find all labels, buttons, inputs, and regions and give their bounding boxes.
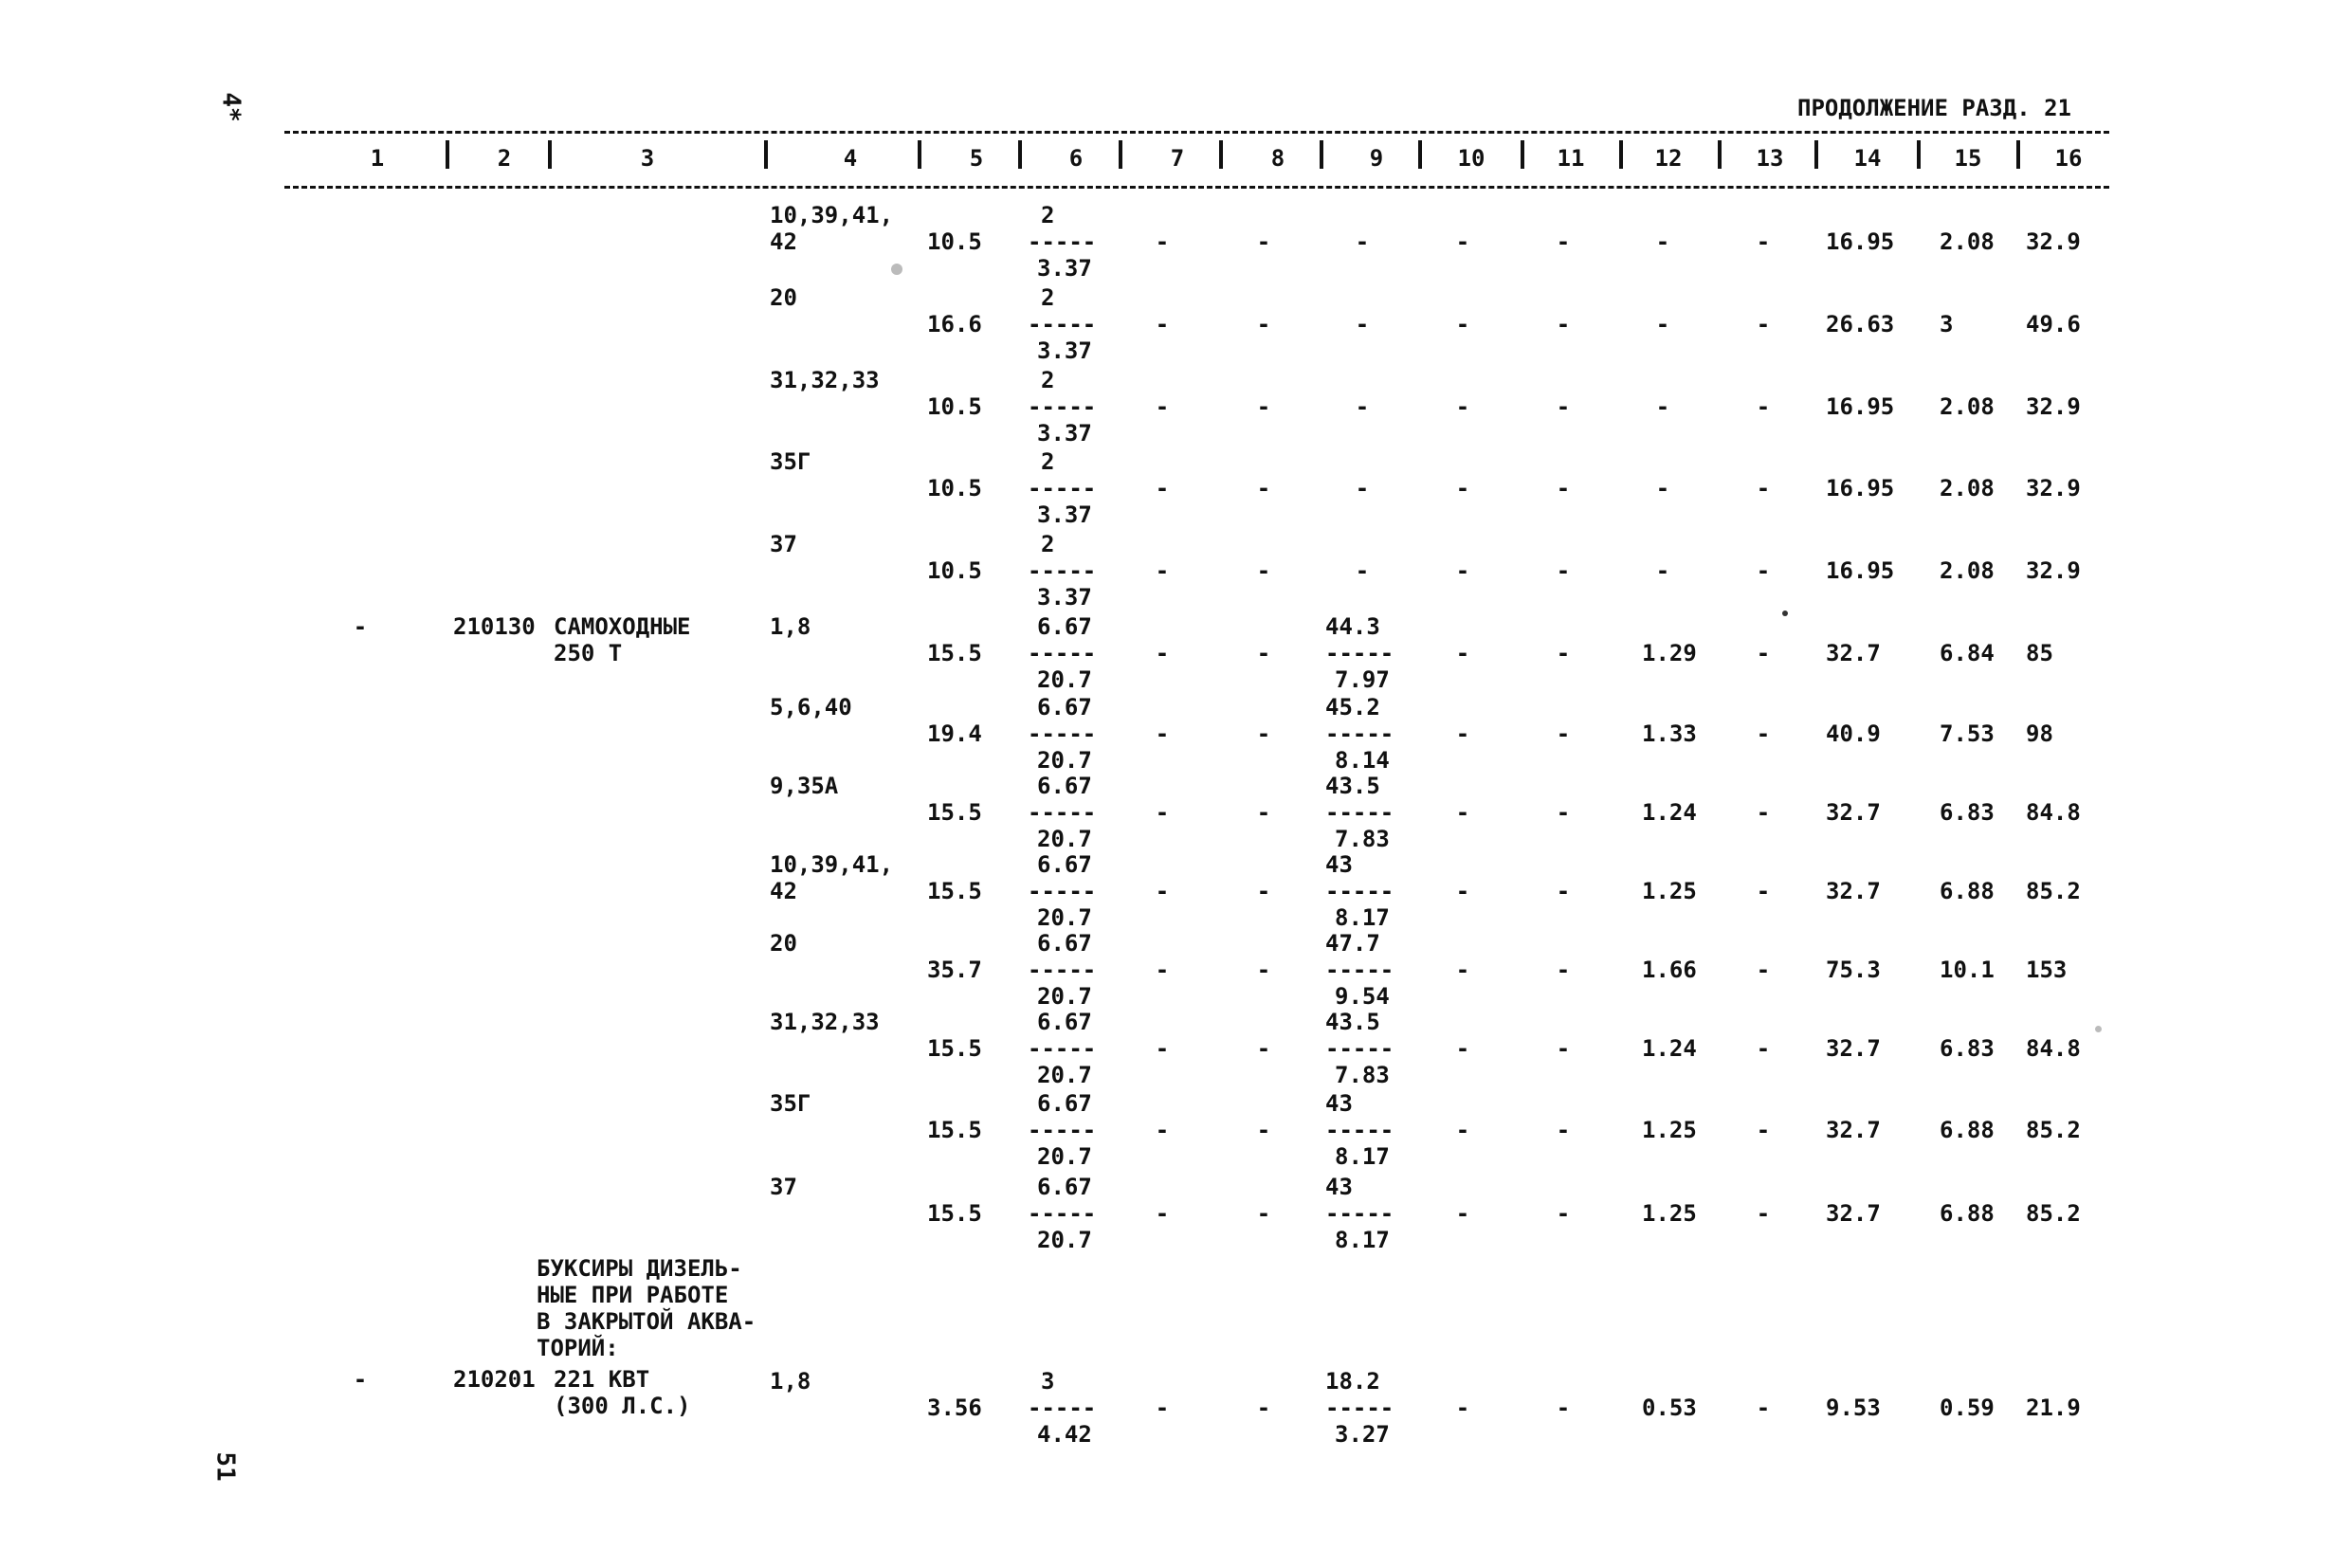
fraction-denominator: 8.17 xyxy=(1335,904,1390,931)
cell-c8: - xyxy=(1256,393,1271,420)
cell-c12: - xyxy=(1655,393,1670,420)
fraction-numerator: 6.67 xyxy=(1037,851,1092,878)
cell-col5: 10.5 xyxy=(927,475,982,501)
fraction-denominator: 3.37 xyxy=(1037,501,1092,528)
fraction-line: ----- xyxy=(1325,957,1394,983)
cell-c12: 1.66 xyxy=(1642,957,1697,983)
cell-c15: 6.88 xyxy=(1940,878,1995,904)
cell-c14: 32.7 xyxy=(1826,878,1881,904)
cell-c11: - xyxy=(1556,393,1571,420)
fraction-line: ----- xyxy=(1028,640,1097,666)
cell-c12: - xyxy=(1655,311,1670,337)
cell-c7: - xyxy=(1155,557,1170,584)
cell-c13: - xyxy=(1756,1200,1771,1227)
fraction-line: ----- xyxy=(1028,228,1097,255)
fraction-denominator: 20.7 xyxy=(1037,1062,1092,1088)
item-name: 250 Т xyxy=(554,640,623,666)
cell-c8: - xyxy=(1256,1035,1271,1062)
cell-c14: 9.53 xyxy=(1826,1395,1881,1421)
cell-c16: 153 xyxy=(2026,957,2068,983)
header-bottom-rule xyxy=(284,186,2109,189)
continuation-title: ПРОДОЛЖЕНИЕ РАЗД. 21 xyxy=(1797,95,2071,121)
cell-c7: - xyxy=(1155,878,1170,904)
cell-c11: - xyxy=(1556,640,1571,666)
cell-col4: 35Г xyxy=(770,448,811,475)
fraction-line: ----- xyxy=(1028,311,1097,337)
fraction-numerator: 43.5 xyxy=(1325,773,1380,799)
cell-c15: 10.1 xyxy=(1940,957,1995,983)
cell-col5: 10.5 xyxy=(927,557,982,584)
cell-c12: 1.29 xyxy=(1642,640,1697,666)
cell-c14: 16.95 xyxy=(1826,393,1895,420)
column-separator xyxy=(1119,140,1122,169)
cell-c8: - xyxy=(1256,640,1271,666)
cell-c13: - xyxy=(1756,475,1771,501)
cell-c14: 32.7 xyxy=(1826,1117,1881,1143)
cell-c7: - xyxy=(1155,1035,1170,1062)
column-header-12: 12 xyxy=(1654,145,1683,172)
cell-c7: - xyxy=(1155,311,1170,337)
cell-c16: 84.8 xyxy=(2026,799,2081,826)
fraction-line: ----- xyxy=(1028,557,1097,584)
cell-c13: - xyxy=(1756,957,1771,983)
cell-c12: 1.25 xyxy=(1642,1200,1697,1227)
fraction-line: ----- xyxy=(1028,1200,1097,1227)
cell-c8: - xyxy=(1256,557,1271,584)
fraction-denominator: 3.27 xyxy=(1335,1421,1390,1448)
page-marker-top: 4* xyxy=(216,92,246,122)
cell-col1: - xyxy=(353,1366,368,1393)
cell-col5: 15.5 xyxy=(927,1035,982,1062)
fraction-line: ----- xyxy=(1325,1200,1394,1227)
cell-c8: - xyxy=(1256,1117,1271,1143)
fraction-denominator: 8.14 xyxy=(1335,747,1390,774)
column-header-11: 11 xyxy=(1557,145,1585,172)
column-header-14: 14 xyxy=(1853,145,1882,172)
column-separator xyxy=(1418,140,1422,169)
cell-c16: 32.9 xyxy=(2026,557,2081,584)
cell-col4: 31,32,33 xyxy=(770,367,880,393)
column-separator xyxy=(1619,140,1623,169)
cell-c12: - xyxy=(1655,557,1670,584)
cell-c11: - xyxy=(1556,311,1571,337)
cell-c16: 98 xyxy=(2026,720,2053,747)
cell-c15: 2.08 xyxy=(1940,393,1995,420)
cell-c12: 1.24 xyxy=(1642,1035,1697,1062)
column-separator xyxy=(1521,140,1524,169)
scan-speck xyxy=(1782,611,1788,616)
cell-c15: 7.53 xyxy=(1940,720,1995,747)
fraction-numerator: 3 xyxy=(1041,1368,1055,1395)
cell-col5: 3.56 xyxy=(927,1395,982,1421)
cell-col5: 10.5 xyxy=(927,393,982,420)
cell-c16: 85.2 xyxy=(2026,878,2081,904)
cell-c10: - xyxy=(1455,1200,1470,1227)
cell-col4: 42 xyxy=(770,878,797,904)
cell-c9: - xyxy=(1355,475,1370,501)
cell-c7: - xyxy=(1155,1200,1170,1227)
cell-c8: - xyxy=(1256,799,1271,826)
cell-c9: - xyxy=(1355,393,1370,420)
cell-col4: 35Г xyxy=(770,1090,811,1117)
cell-c14: 26.63 xyxy=(1826,311,1895,337)
cell-col4: 10,39,41, xyxy=(770,202,894,228)
cell-col4: 37 xyxy=(770,1174,797,1200)
cell-c16: 85.2 xyxy=(2026,1117,2081,1143)
fraction-numerator: 43 xyxy=(1325,1174,1353,1200)
cell-c7: - xyxy=(1155,393,1170,420)
cell-col4: 20 xyxy=(770,930,797,957)
column-separator xyxy=(918,140,921,169)
cell-c11: - xyxy=(1556,957,1571,983)
cell-c10: - xyxy=(1455,720,1470,747)
cell-c8: - xyxy=(1256,228,1271,255)
fraction-denominator: 20.7 xyxy=(1037,1143,1092,1170)
cell-col5: 15.5 xyxy=(927,878,982,904)
cell-c10: - xyxy=(1455,475,1470,501)
cell-c10: - xyxy=(1455,393,1470,420)
cell-c15: 6.84 xyxy=(1940,640,1995,666)
cell-col4: 20 xyxy=(770,284,797,311)
fraction-line: ----- xyxy=(1325,1395,1394,1421)
cell-col5: 10.5 xyxy=(927,228,982,255)
cell-c16: 85 xyxy=(2026,640,2053,666)
cell-col5: 15.5 xyxy=(927,1117,982,1143)
cell-c15: 2.08 xyxy=(1940,557,1995,584)
fraction-denominator: 4.42 xyxy=(1037,1421,1092,1448)
column-header-15: 15 xyxy=(1954,145,1982,172)
cell-c15: 6.88 xyxy=(1940,1117,1995,1143)
fraction-numerator: 47.7 xyxy=(1325,930,1380,957)
cell-c9: - xyxy=(1355,557,1370,584)
fraction-line: ----- xyxy=(1325,878,1394,904)
fraction-numerator: 18.2 xyxy=(1325,1368,1380,1395)
cell-c10: - xyxy=(1455,957,1470,983)
column-header-16: 16 xyxy=(2054,145,2083,172)
fraction-numerator: 6.67 xyxy=(1037,1174,1092,1200)
cell-c13: - xyxy=(1756,640,1771,666)
column-header-13: 13 xyxy=(1756,145,1784,172)
cell-c16: 32.9 xyxy=(2026,393,2081,420)
cell-c11: - xyxy=(1556,878,1571,904)
cell-c10: - xyxy=(1455,640,1470,666)
fraction-denominator: 9.54 xyxy=(1335,983,1390,1010)
fraction-numerator: 43.5 xyxy=(1325,1009,1380,1035)
cell-c12: - xyxy=(1655,475,1670,501)
cell-c13: - xyxy=(1756,228,1771,255)
cell-c14: 32.7 xyxy=(1826,1035,1881,1062)
fraction-line: ----- xyxy=(1028,799,1097,826)
fraction-denominator: 8.17 xyxy=(1335,1143,1390,1170)
cell-c11: - xyxy=(1556,557,1571,584)
cell-c10: - xyxy=(1455,557,1470,584)
cell-c9: - xyxy=(1355,311,1370,337)
cell-col1: - xyxy=(353,613,368,640)
cell-c8: - xyxy=(1256,878,1271,904)
cell-c10: - xyxy=(1455,1395,1470,1421)
fraction-denominator: 3.37 xyxy=(1037,337,1092,364)
column-header-5: 5 xyxy=(969,145,984,172)
fraction-numerator: 2 xyxy=(1041,367,1055,393)
fraction-numerator: 43 xyxy=(1325,851,1353,878)
cell-c16: 85.2 xyxy=(2026,1200,2081,1227)
item-code: 210130 xyxy=(453,613,536,640)
fraction-denominator: 20.7 xyxy=(1037,1227,1092,1253)
cell-c7: - xyxy=(1155,640,1170,666)
cell-c16: 32.9 xyxy=(2026,475,2081,501)
cell-c8: - xyxy=(1256,475,1271,501)
section-heading: ТОРИЙ: xyxy=(537,1335,619,1361)
column-separator xyxy=(1917,140,1921,169)
column-header-1: 1 xyxy=(370,145,385,172)
fraction-line: ----- xyxy=(1325,720,1394,747)
cell-c7: - xyxy=(1155,228,1170,255)
cell-c11: - xyxy=(1556,475,1571,501)
fraction-denominator: 20.7 xyxy=(1037,747,1092,774)
cell-c9: - xyxy=(1355,228,1370,255)
fraction-numerator: 2 xyxy=(1041,448,1055,475)
fraction-line: ----- xyxy=(1325,1117,1394,1143)
column-header-4: 4 xyxy=(843,145,858,172)
cell-c7: - xyxy=(1155,1395,1170,1421)
cell-col4: 37 xyxy=(770,531,797,557)
cell-c7: - xyxy=(1155,720,1170,747)
fraction-numerator: 6.67 xyxy=(1037,1009,1092,1035)
fraction-numerator: 6.67 xyxy=(1037,930,1092,957)
fraction-line: ----- xyxy=(1028,957,1097,983)
cell-c13: - xyxy=(1756,1117,1771,1143)
cell-col4: 5,6,40 xyxy=(770,694,852,720)
cell-c16: 32.9 xyxy=(2026,228,2081,255)
cell-c14: 16.95 xyxy=(1826,228,1895,255)
cell-c14: 32.7 xyxy=(1826,640,1881,666)
cell-c12: 1.24 xyxy=(1642,799,1697,826)
fraction-numerator: 2 xyxy=(1041,531,1055,557)
cell-c13: - xyxy=(1756,1035,1771,1062)
cell-c15: 6.83 xyxy=(1940,1035,1995,1062)
fraction-denominator: 20.7 xyxy=(1037,983,1092,1010)
cell-c7: - xyxy=(1155,475,1170,501)
cell-col5: 15.5 xyxy=(927,799,982,826)
fraction-line: ----- xyxy=(1028,1035,1097,1062)
cell-col4: 1,8 xyxy=(770,1368,811,1395)
fraction-numerator: 6.67 xyxy=(1037,694,1092,720)
item-name: САМОХОДНЫЕ xyxy=(554,613,691,640)
column-separator xyxy=(1814,140,1818,169)
column-header-6: 6 xyxy=(1068,145,1084,172)
column-header-8: 8 xyxy=(1270,145,1285,172)
cell-c13: - xyxy=(1756,1395,1771,1421)
fraction-line: ----- xyxy=(1028,878,1097,904)
cell-c11: - xyxy=(1556,1117,1571,1143)
item-code: 210201 xyxy=(453,1366,536,1393)
fraction-numerator: 6.67 xyxy=(1037,1090,1092,1117)
fraction-denominator: 3.37 xyxy=(1037,420,1092,447)
cell-col5: 16.6 xyxy=(927,311,982,337)
column-separator xyxy=(2016,140,2020,169)
cell-c13: - xyxy=(1756,799,1771,826)
cell-col5: 35.7 xyxy=(927,957,982,983)
cell-c11: - xyxy=(1556,720,1571,747)
cell-c10: - xyxy=(1455,799,1470,826)
fraction-line: ----- xyxy=(1028,720,1097,747)
cell-c14: 75.3 xyxy=(1826,957,1881,983)
section-heading: БУКСИРЫ ДИЗЕЛЬ- xyxy=(537,1255,742,1282)
cell-c8: - xyxy=(1256,957,1271,983)
item-name: 221 КВТ xyxy=(554,1366,650,1393)
cell-c15: 6.88 xyxy=(1940,1200,1995,1227)
cell-c7: - xyxy=(1155,957,1170,983)
cell-c15: 2.08 xyxy=(1940,475,1995,501)
cell-c16: 21.9 xyxy=(2026,1395,2081,1421)
page-number: 51 xyxy=(210,1451,240,1482)
cell-c7: - xyxy=(1155,799,1170,826)
fraction-line: ----- xyxy=(1028,475,1097,501)
cell-c15: 6.83 xyxy=(1940,799,1995,826)
cell-c12: 1.33 xyxy=(1642,720,1697,747)
fraction-line: ----- xyxy=(1028,1117,1097,1143)
scan-speck xyxy=(2095,1026,2102,1032)
column-separator xyxy=(764,140,768,169)
cell-c16: 84.8 xyxy=(2026,1035,2081,1062)
cell-c13: - xyxy=(1756,393,1771,420)
fraction-denominator: 20.7 xyxy=(1037,666,1092,693)
fraction-denominator: 3.37 xyxy=(1037,255,1092,282)
fraction-line: ----- xyxy=(1325,640,1394,666)
cell-col4: 42 xyxy=(770,228,797,255)
fraction-line: ----- xyxy=(1028,393,1097,420)
cell-c12: 1.25 xyxy=(1642,1117,1697,1143)
column-separator xyxy=(1718,140,1722,169)
fraction-denominator: 7.97 xyxy=(1335,666,1390,693)
column-header-3: 3 xyxy=(640,145,655,172)
section-heading: НЫЕ ПРИ РАБОТЕ xyxy=(537,1282,729,1308)
column-separator xyxy=(446,140,449,169)
cell-c15: 2.08 xyxy=(1940,228,1995,255)
column-separator xyxy=(1320,140,1323,169)
cell-c11: - xyxy=(1556,1395,1571,1421)
cell-c14: 40.9 xyxy=(1826,720,1881,747)
cell-c11: - xyxy=(1556,1200,1571,1227)
cell-c14: 16.95 xyxy=(1826,557,1895,584)
column-header-7: 7 xyxy=(1170,145,1185,172)
fraction-denominator: 7.83 xyxy=(1335,1062,1390,1088)
cell-c14: 16.95 xyxy=(1826,475,1895,501)
fraction-denominator: 20.7 xyxy=(1037,904,1092,931)
cell-col5: 15.5 xyxy=(927,640,982,666)
cell-c8: - xyxy=(1256,720,1271,747)
cell-c8: - xyxy=(1256,311,1271,337)
cell-c12: 1.25 xyxy=(1642,878,1697,904)
cell-c15: 3 xyxy=(1940,311,1954,337)
cell-c10: - xyxy=(1455,1035,1470,1062)
cell-col5: 15.5 xyxy=(927,1200,982,1227)
cell-c10: - xyxy=(1455,311,1470,337)
cell-col4: 10,39,41, xyxy=(770,851,894,878)
column-header-9: 9 xyxy=(1369,145,1384,172)
cell-c11: - xyxy=(1556,228,1571,255)
fraction-numerator: 43 xyxy=(1325,1090,1353,1117)
cell-c10: - xyxy=(1455,228,1470,255)
cell-col5: 19.4 xyxy=(927,720,982,747)
column-header-10: 10 xyxy=(1457,145,1485,172)
cell-col4: 31,32,33 xyxy=(770,1009,880,1035)
column-header-2: 2 xyxy=(497,145,512,172)
fraction-line: ----- xyxy=(1028,1395,1097,1421)
fraction-denominator: 8.17 xyxy=(1335,1227,1390,1253)
fraction-numerator: 45.2 xyxy=(1325,694,1380,720)
fraction-line: ----- xyxy=(1325,1035,1394,1062)
cell-c13: - xyxy=(1756,557,1771,584)
cell-col4: 1,8 xyxy=(770,613,811,640)
fraction-numerator: 2 xyxy=(1041,202,1055,228)
fraction-denominator: 3.37 xyxy=(1037,584,1092,611)
cell-c8: - xyxy=(1256,1200,1271,1227)
scan-speck xyxy=(891,264,902,275)
fraction-numerator: 44.3 xyxy=(1325,613,1380,640)
cell-c7: - xyxy=(1155,1117,1170,1143)
cell-c11: - xyxy=(1556,799,1571,826)
fraction-denominator: 7.83 xyxy=(1335,826,1390,852)
cell-c14: 32.7 xyxy=(1826,799,1881,826)
cell-c13: - xyxy=(1756,720,1771,747)
cell-col4: 9,35А xyxy=(770,773,839,799)
cell-c11: - xyxy=(1556,1035,1571,1062)
cell-c12: 0.53 xyxy=(1642,1395,1697,1421)
cell-c10: - xyxy=(1455,1117,1470,1143)
cell-c13: - xyxy=(1756,311,1771,337)
cell-c12: - xyxy=(1655,228,1670,255)
cell-c15: 0.59 xyxy=(1940,1395,1995,1421)
section-heading: В ЗАКРЫТОЙ АКВА- xyxy=(537,1308,756,1335)
fraction-numerator: 6.67 xyxy=(1037,773,1092,799)
column-separator xyxy=(548,140,552,169)
fraction-numerator: 6.67 xyxy=(1037,613,1092,640)
fraction-line: ----- xyxy=(1325,799,1394,826)
header-top-rule xyxy=(284,131,2109,134)
cell-c14: 32.7 xyxy=(1826,1200,1881,1227)
column-separator xyxy=(1018,140,1022,169)
cell-c16: 49.6 xyxy=(2026,311,2081,337)
column-separator xyxy=(1219,140,1223,169)
cell-c8: - xyxy=(1256,1395,1271,1421)
cell-c10: - xyxy=(1455,878,1470,904)
cell-c13: - xyxy=(1756,878,1771,904)
item-name: (300 Л.С.) xyxy=(554,1393,691,1419)
fraction-denominator: 20.7 xyxy=(1037,826,1092,852)
fraction-numerator: 2 xyxy=(1041,284,1055,311)
